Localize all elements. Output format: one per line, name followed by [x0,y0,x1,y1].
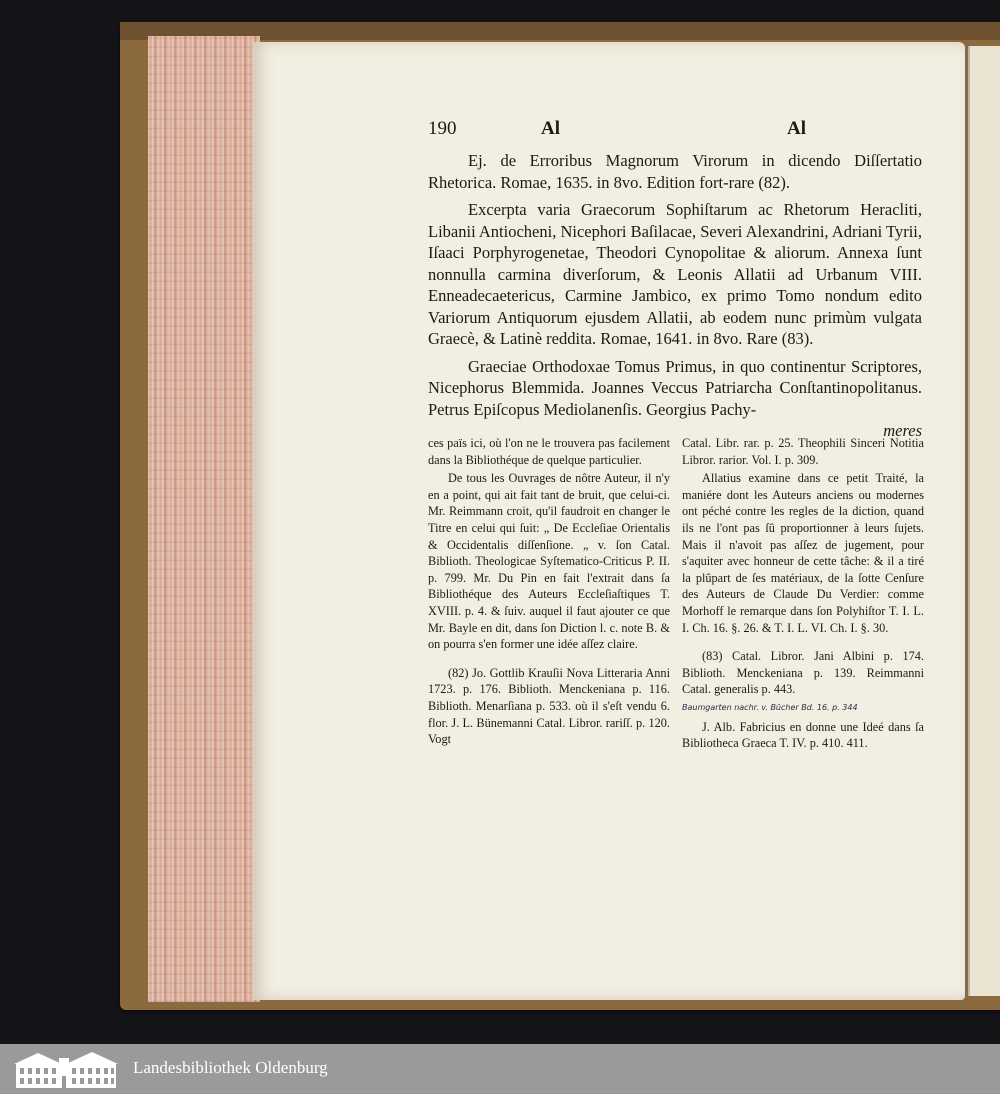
catchword: meres [883,421,922,440]
entry-paragraph: Ej. de Erroribus Magnorum Virorum in dicendo Diſſertatio Rhetorica. Romae, 1635. in 8vo. Edition fort-rare (82). [428,151,922,192]
page-number: 190 [428,118,457,139]
main-entries [428,150,922,448]
entry-paragraph: Excerpta varia Graecorum Sophiſtarum ac Rhetorum Heracliti, Libanii Antiocheni, Nicephori Baſilacae, Severi Alexandrini, Adriani Tyrii, Iſaaci Porphyrogenetae, Theodori Cynopolitae & aliorum. Annexa ſunt nonnulla carmina diverſorum, & Leonis Allatii ad Urbanum VIII. Enneadecaetericus, Carmine Jambico, ex primo Tomo nondum edito Variorum Antiquorum ejusdem Allatii, ab eodem nunc primùm vulgata Graecè, & Latinè reddita. Romae, 1641. in 8vo. Rare (83). [428,200,922,348]
footnote-83: (83) Catal. Libror. Jani Albini p. 174. Biblioth. Menckeniana p. 139. Reimmanni Catal. generalis p. 443. [682,649,924,697]
footnote-82: (82) Jo. Gottlib Krauſii Nova Litteraria Anni 1723. p. 176. Biblioth. Menckeniana p. 116. Biblioth. Menarſiana p. 533. où il s'eſt vendu 6. flor. J. L. Bünemanni Catal. Libror. rariſſ. p. 120. Vogt [428,665,670,747]
footnote-paragraph: De tous les Ouvrages de nôtre Auteur, il n'y en a point, qui ait fait tant de bruit, que celui-ci. Mr. Reimmann croit, qu'il faudroit en changer le Titre en celui qui ſuit: „ De Eccleſiae Orientalis & Occidentalis diſſenſione. „ v. ſon Catal. Biblioth. Theologicae Syſtematico-Criticus P. II. p. 799. Mr. Du Pin en fait l'extrait dans ſa Bibliothéque des Auteurs Eccleſiaſtiques T. XVIII. p. 4. & ſuiv. auquel il faut ajouter ce que Mr. Bayle en dit, dans ſon Diction l. c. note B. & on pourra s'en former une idée aſſez claire. [428,471,670,652]
right-footnote-column [682,435,924,754]
handwritten-annotation: Baumgarten nachr. v. Bücher Bd. 16. p. 344 [682,702,858,712]
running-head-right: Al [787,118,806,139]
footnote-paragraph: ces païs ici, où l'on ne le trouvera pas facilement dans la Bibliothéque de quelque particulier. [428,436,670,467]
footnote-paragraph: Catal. Libr. rar. p. 25. Theophili Sinceri Notitia Libror. rarior. Vol. I. p. 309. [682,436,924,467]
left-footnote-column [428,435,670,750]
facing-page-sliver [968,46,1000,996]
footnote-paragraph: Allatius examine dans ce petit Traité, la maniére dont les Auteurs anciens ou modernes ont péché contre les regles de la diction, quand ils ne l'ont pas ſû proportionner à leurs ſujets. Mais il n'avoit pas aſſez de jugement, pour s'aquiter avec honneur de cette tâche: & il a tiré la plûpart de ſes matériaux, de la ſotte Cenſure des Auteurs de Claude Du Verdier: comme Morhoff le remarque dans ſon Polyhiſtor T. I. L. I. Ch. 16. §. 26. & T. I. L. VI. Ch. I. §. 30. [682,471,924,635]
library-building-logo-icon [10,1048,122,1090]
entry-paragraph: Graeciae Orthodoxae Tomus Primus, in quo continentur Scriptores, Nicephorus Blemmida. Joannes Veccus Patriarcha Conſtantinopolitanus. Petrus Epiſcopus Mediolanenſis. Georgius Pachy- [428,356,922,419]
running-head-left: Al [541,118,560,139]
library-footer-bar [0,1044,1000,1094]
footnote-paragraph: J. Alb. Fabricius en donne une Ideé dans ſa Bibliotheca Graeca T. IV. p. 410. 411. [682,719,924,751]
library-name: Landesbibliothek Oldenburg [133,1058,328,1077]
page-edge-speckle [148,36,260,1002]
